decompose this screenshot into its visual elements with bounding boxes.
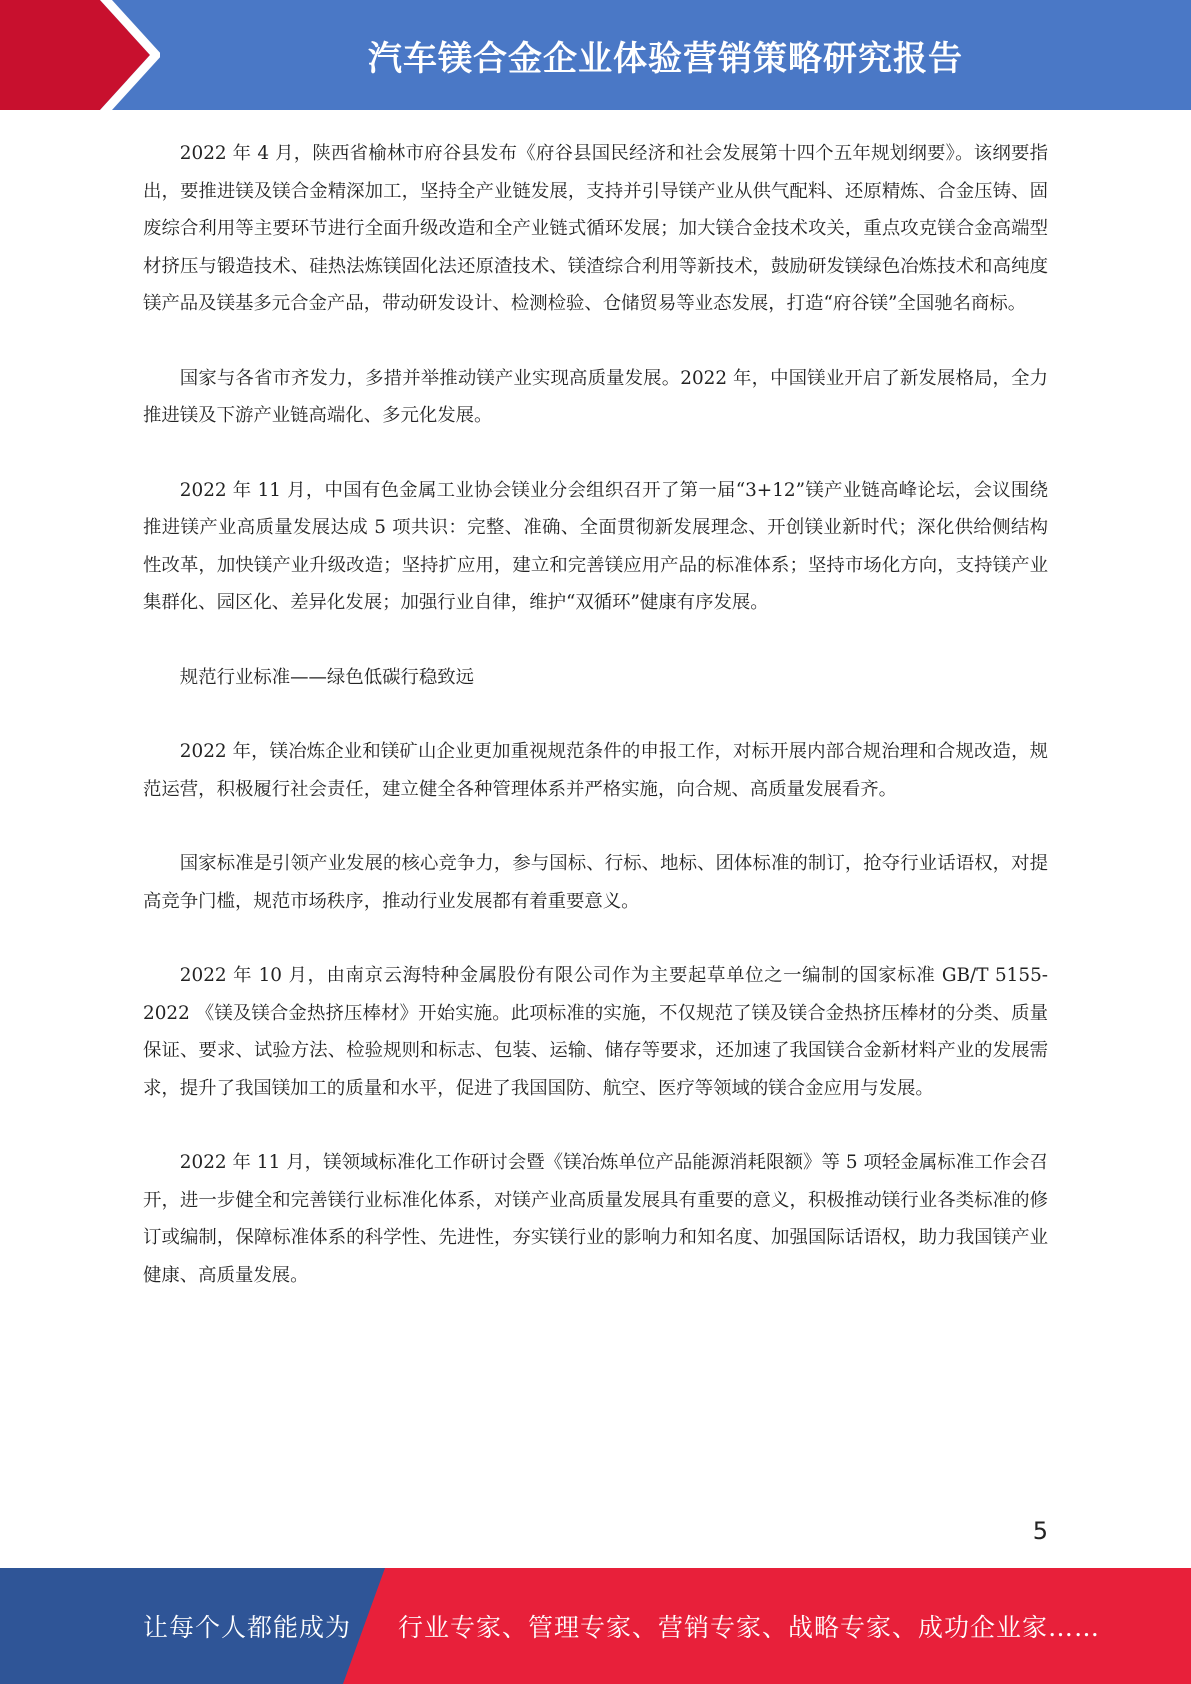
page-header <box>0 0 1191 110</box>
footer-slogan-left: 让每个人都能成为 <box>143 1613 352 1642</box>
paragraph-4: 2022 年，镁冶炼企业和镁矿山企业更加重视规范条件的申报工作，对标开展内部合规治理和合规改造，规范运营，积极履行社会责任，建立健全各种管理体系并严格实施，向合规、高质量发展看齐。 <box>143 741 1048 800</box>
page-footer <box>0 1568 1191 1684</box>
footer-slogan-right: 行业专家、管理专家、营销专家、战略专家、成功企业家…… <box>398 1613 1101 1642</box>
paragraph-7: 2022 年 11 月，镁领域标准化工作研讨会暨《镁冶炼单位产品能源消耗限额》等 5 项轻金属标准工作会召开，进一步健全和完善镁行业标准化体系，对镁产业高质量发展具有重要的意义，积极推动镁行业各类标准的修订或编制，保障标准体系的科学性、先进性，夯实镁行业的影响力和知名度、加强国际话语权，助力我国镁产业健康、高质量发展。 <box>143 1152 1048 1286</box>
page-number: 5 <box>1032 1517 1048 1545</box>
section-heading: 规范行业标准——绿色低碳行稳致远 <box>179 666 475 688</box>
document-body <box>143 135 1048 1331</box>
paragraph-5: 国家标准是引领产业发展的核心竞争力，参与国标、行标、地标、团体标准的制订，抢夺行业话语权，对提高竞争门槛，规范市场秩序，推动行业发展都有着重要意义。 <box>143 853 1048 912</box>
paragraph-3: 2022 年 11 月，中国有色金属工业协会镁业分会组织召开了第一届“3+12”镁产业链高峰论坛，会议围绕推进镁产业高质量发展达成 5 项共识：完整、准确、全面贯彻新发展理念、开创镁业新时代；深化供给侧结构性改革，加快镁产业升级改造；坚持扩应用，建立和完善镁应用产品的标准体系；坚持市场化方向，支持镁产业集群化、园区化、差异化发展；加强行业自律，维护“双循环”健康有序发展。 <box>143 479 1048 613</box>
paragraph-2: 国家与各省市齐发力，多措并举推动镁产业实现高质量发展。2022 年，中国镁业开启了新发展格局，全力推进镁及下游产业链高端化、多元化发展。 <box>143 367 1048 426</box>
paragraph-1: 2022 年 4 月，陕西省榆林市府谷县发布《府谷县国民经济和社会发展第十四个五年规划纲要》。该纲要指出，要推进镁及镁合金精深加工，坚持全产业链发展，支持并引导镁产业从供气配料、还原精炼、合金压铸、固废综合利用等主要环节进行全面升级改造和全产业链式循环发展；加大镁合金技术攻关，重点攻克镁合金高端型材挤压与锻造技术、硅热法炼镁固化法还原渣技术、镁渣综合利用等新技术，鼓励研发镁绿色冶炼技术和高纯度镁产品及镁基多元合金产品，带动研发设计、检测检验、仓储贸易等业态发展，打造“府谷镁”全国驰名商标。 <box>143 143 1048 314</box>
report-title: 汽车镁合金企业体验营销策略研究报告 <box>368 38 963 79</box>
paragraph-6: 2022 年 10 月，由南京云海特种金属股份有限公司作为主要起草单位之一编制的国家标准 GB/T 5155-2022 《镁及镁合金热挤压棒材》开始实施。此项标准的实施，不仅规范了镁及镁合金热挤压棒材的分类、质量保证、要求、试验方法、检验规则和标志、包装、运输、储存等要求，还加速了我国镁合金新材料产业的发展需求，提升了我国镁加工的质量和水平，促进了我国国防、航空、医疗等领域的镁合金应用与发展。 <box>143 965 1048 1099</box>
